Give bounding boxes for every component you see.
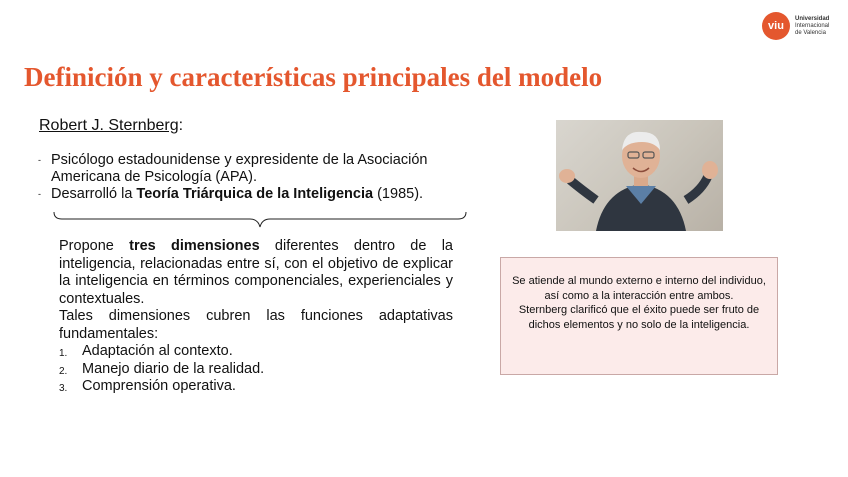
logo-line-1: Universidad xyxy=(795,15,830,22)
bio-bullet xyxy=(38,186,478,203)
item-number: 2. xyxy=(59,365,68,377)
description-text: Propone xyxy=(59,238,130,254)
bullet-dash: - xyxy=(38,189,41,199)
author-heading xyxy=(39,117,183,135)
item-number: 1. xyxy=(59,348,68,359)
description-text: diferentes dentro de la inteligencia, relacionadas entre sí, con el objetivo de explicar la inteligencia en términos componenciales, experienciales y contextuales. xyxy=(59,238,453,307)
list-item xyxy=(59,378,453,396)
portrait-photo xyxy=(556,120,723,231)
author-name: Robert J. Sternberg xyxy=(39,117,179,134)
logo-line-2: Internacional xyxy=(795,22,830,29)
adaptive-functions-list xyxy=(59,343,453,396)
item-text: Manejo diario de la realidad. xyxy=(82,360,265,377)
list-item xyxy=(59,343,453,361)
description-bold: tres dimensiones xyxy=(129,238,260,254)
bullet-text: Psicólogo estadounidense y expresidente de la Asociación Americana de Psicología (APA). xyxy=(51,152,428,185)
callout-text-2: Sternberg clarificó que el éxito puede ser fruto de dichos elementos y no solo de la inteligencia. xyxy=(518,304,760,331)
bullet-text-before: Desarrolló la xyxy=(51,186,137,202)
item-text: Adaptación al contexto. xyxy=(82,343,233,359)
university-logo xyxy=(762,12,829,40)
bio-bullet xyxy=(38,152,478,186)
item-number: 3. xyxy=(59,383,68,394)
list-item xyxy=(59,361,453,379)
curly-brace xyxy=(52,210,468,230)
portrait-illustration xyxy=(556,120,723,231)
dimensions-description xyxy=(59,238,453,396)
slide-title: Definición y características principales del modelo xyxy=(24,62,603,92)
logo-text xyxy=(795,16,829,37)
bio-bullet-list xyxy=(38,152,478,203)
bullet-text-after: (1985). xyxy=(373,186,424,202)
author-colon: : xyxy=(178,117,184,134)
bullet-dash: - xyxy=(38,155,41,165)
callout-box xyxy=(500,257,778,375)
theory-name: Teoría Triárquica de la Inteligencia xyxy=(136,186,374,202)
logo-line-3: de Valencia xyxy=(795,29,826,36)
callout-text-1: Se atiende al mundo externo e interno del individuo, así como a la interacción entre ambos. xyxy=(512,275,766,302)
description-paragraph-1 xyxy=(59,238,453,308)
logo-mark: viu xyxy=(762,12,790,40)
item-text: Comprensión operativa. xyxy=(82,378,236,394)
description-paragraph-2: Tales dimensiones cubren las funciones adaptativas fundamentales: xyxy=(59,308,453,342)
